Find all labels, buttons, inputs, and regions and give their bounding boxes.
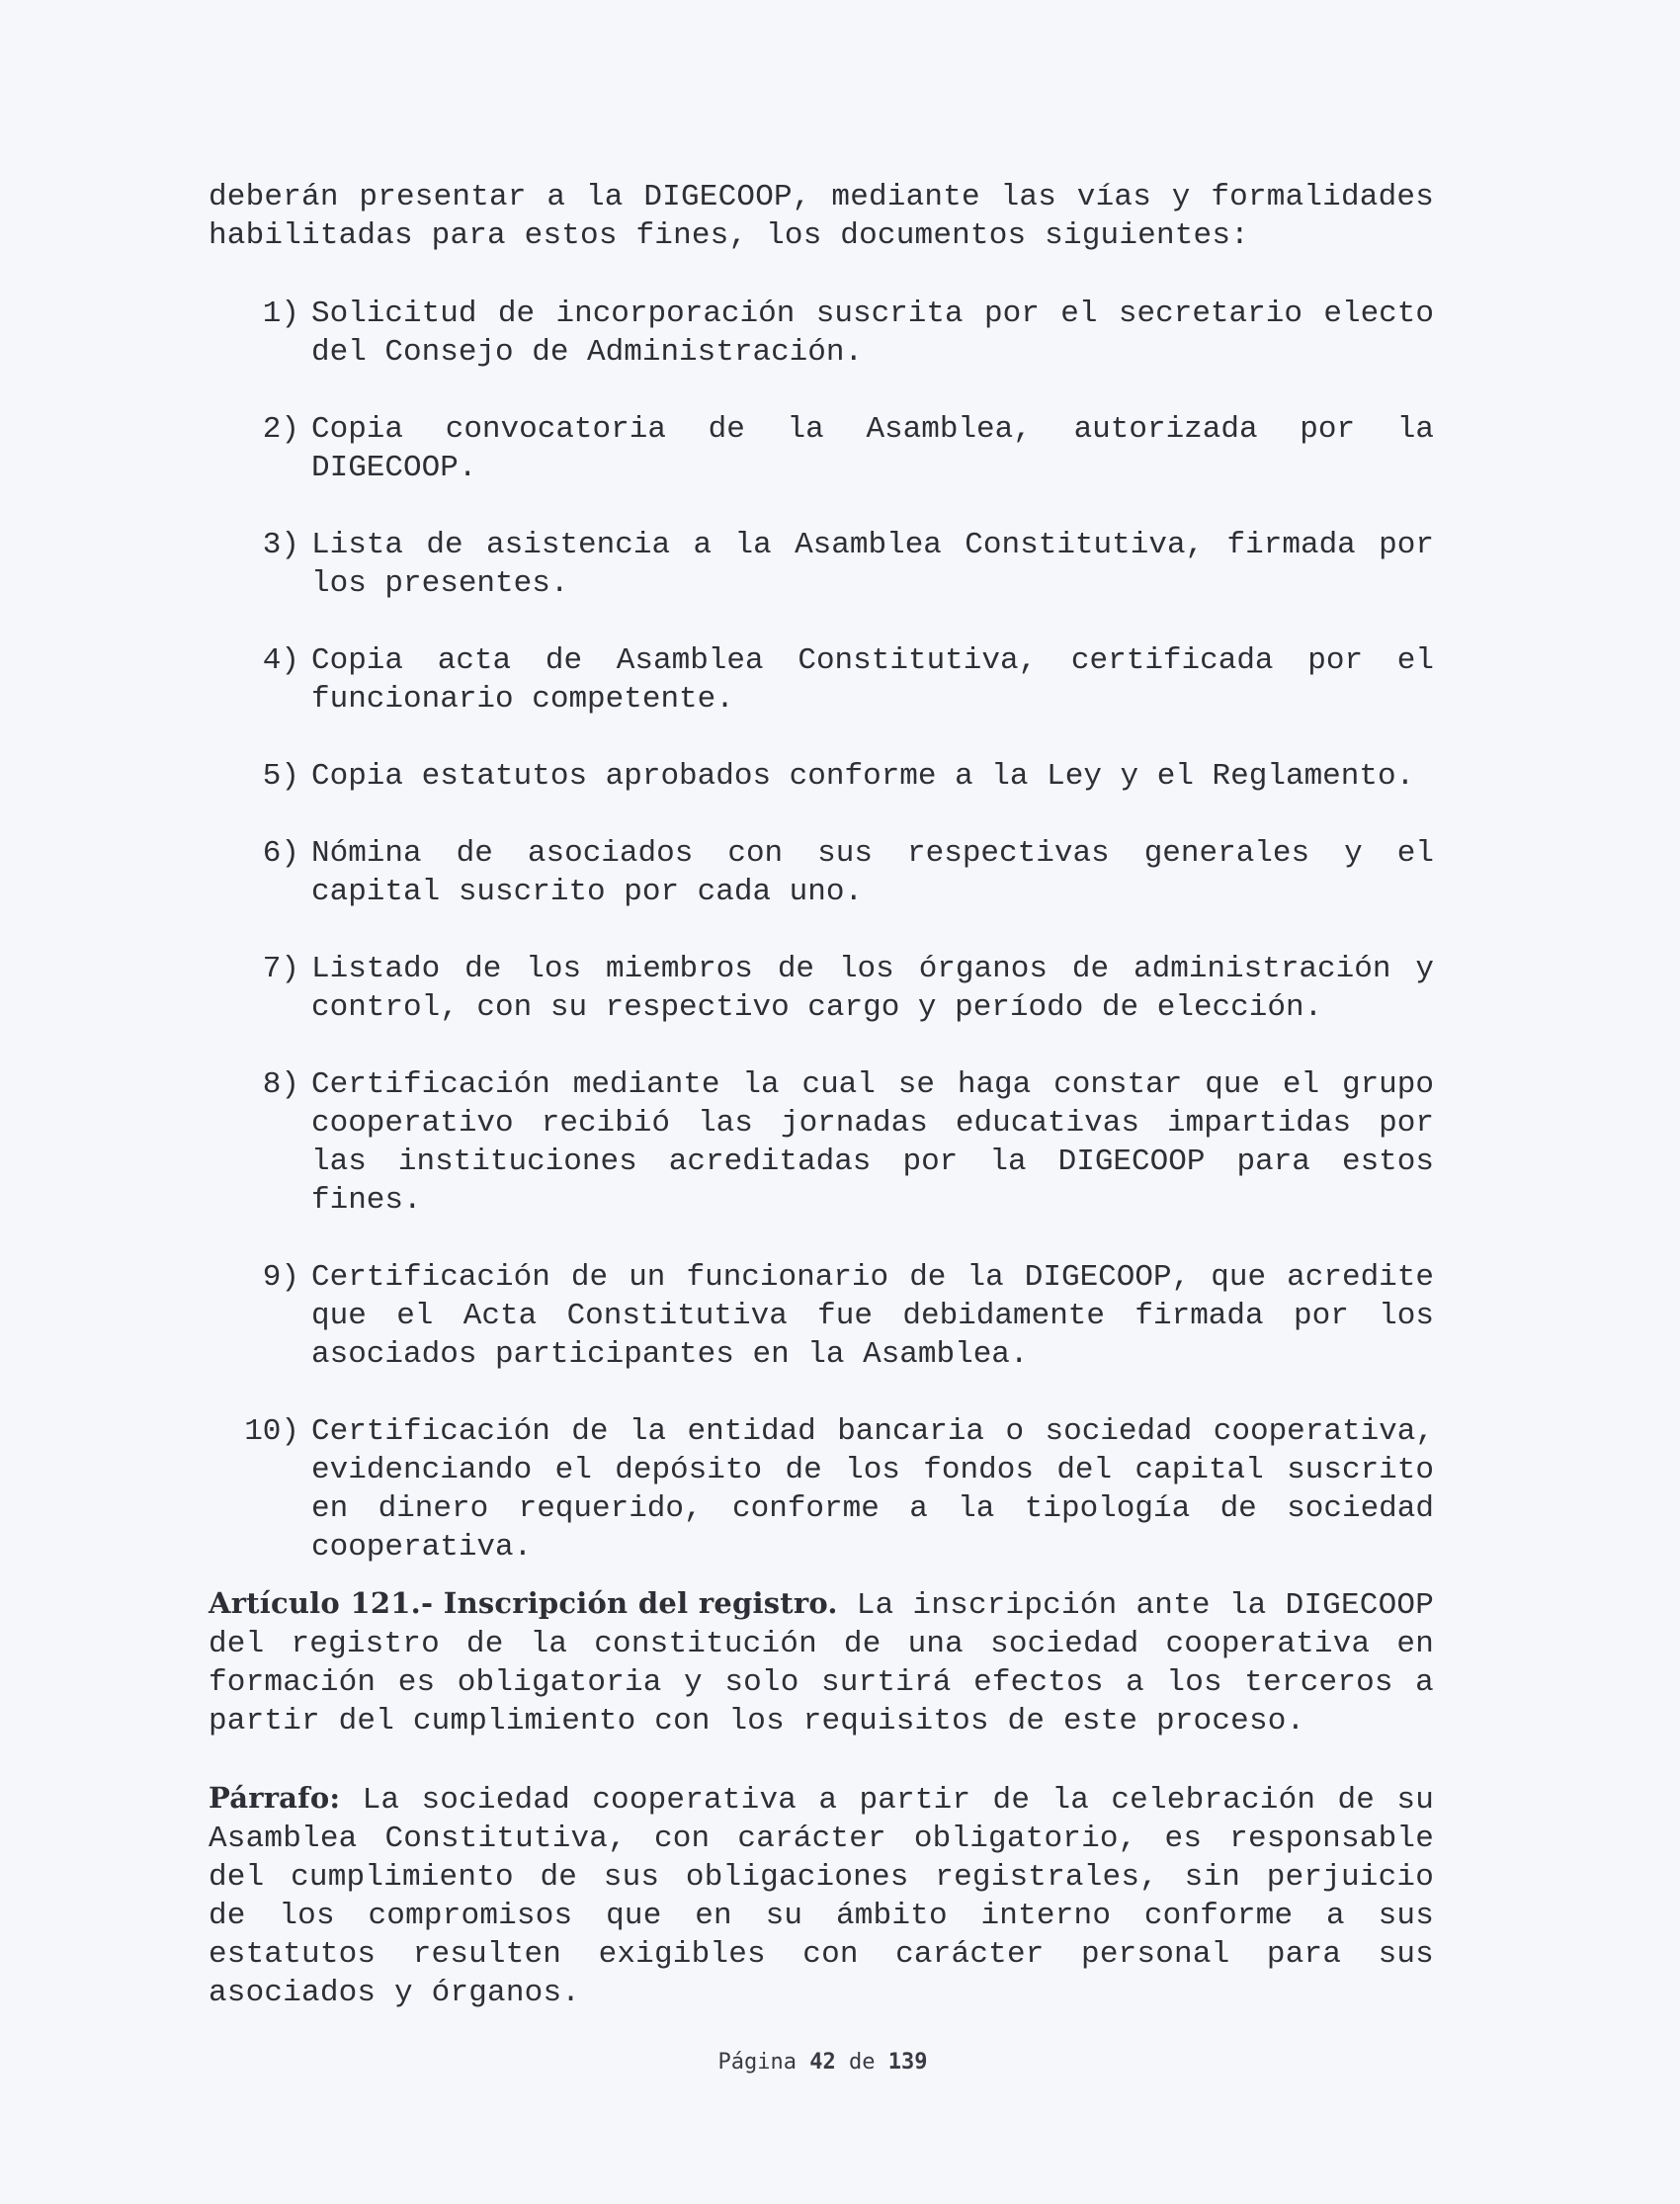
list-item-number: 1): [262, 297, 299, 331]
list-item-text: Nómina de asociados con sus respectivas generales y el capital suscrito por cada uno.: [311, 836, 1434, 909]
article-text: La inscripción ante la DIGECOOP del registro de la constitución de una sociedad cooperativa en formación es obligatoria y solo surtirá efectos a los terceros a partir del cumplimiento con los requisitos de este proceso.: [209, 1588, 1435, 1738]
list-item: [209, 950, 1434, 1027]
page-word: Página: [717, 2050, 797, 2075]
paragraph-heading: Párrafo:: [209, 1781, 341, 1815]
list-item: [209, 1258, 1434, 1374]
list-item-number: 4): [262, 643, 299, 678]
list-item: [209, 834, 1434, 911]
list-item-text: Copia acta de Asamblea Constitutiva, certificada por el funcionario competente.: [311, 643, 1434, 717]
total-pages: 139: [887, 2050, 928, 2075]
intro-paragraph: deberán presentar a la DIGECOOP, mediante las vías y formalidades habilitadas para estos fines, los documentos siguientes:: [209, 180, 1434, 253]
list-item-text: Certificación de la entidad bancaria o sociedad cooperativa, evidenciando el depósito de los fondos del capital suscrito en dinero requerido, conforme a la tipología de sociedad cooperativa.: [311, 1414, 1434, 1565]
paragraph-section: [209, 1779, 1434, 2012]
documents-list: [209, 295, 1434, 1567]
list-item: [209, 641, 1434, 719]
list-item-number: 5): [262, 759, 299, 794]
list-item: [209, 1412, 1434, 1567]
list-item-text: Copia convocatoria de la Asamblea, autorizada por la DIGECOOP.: [311, 412, 1434, 485]
list-item-number: 7): [262, 952, 299, 986]
article-heading: Artículo 121.- Inscripción del registro.: [209, 1586, 838, 1620]
list-item-text: Listado de los miembros de los órganos de administración y control, con su respectivo cargo y período de elección.: [311, 952, 1434, 1025]
list-item-text: Lista de asistencia a la Asamblea Constitutiva, firmada por los presentes.: [311, 528, 1434, 601]
document-page: [209, 178, 1434, 2012]
paragraph-text: La sociedad cooperativa a partir de la celebración de su Asamblea Constitutiva, con carácter obligatorio, es responsable del cumplimiento de sus obligaciones registrales, sin perjuicio de los compromisos que en su ámbito interno conforme a sus estatutos resulten exigibles con carácter personal para sus asociados y órganos.: [209, 1783, 1434, 2010]
list-item-number: 2): [262, 412, 299, 447]
list-item-text: Certificación mediante la cual se haga constar que el grupo cooperativo recibió las jornadas educativas impartidas por las instituciones acreditadas por la DIGECOOP para estos fines.: [311, 1067, 1434, 1218]
list-item: [209, 757, 1434, 796]
list-item-text: Solicitud de incorporación suscrita por el secretario electo del Consejo de Administración.: [311, 297, 1434, 370]
list-item: [209, 295, 1434, 372]
of-word: de: [848, 2050, 876, 2075]
article-121: [209, 1584, 1434, 1740]
list-item-number: 6): [262, 836, 299, 871]
page-footer: [0, 2050, 1645, 2075]
list-item: [209, 1065, 1434, 1220]
list-item-text: Copia estatutos aprobados conforme a la Ley y el Reglamento.: [311, 759, 1415, 794]
list-item-number: 9): [262, 1260, 299, 1295]
list-item: [209, 410, 1434, 487]
list-item-number: 8): [262, 1067, 299, 1102]
list-item-text: Certificación de un funcionario de la DIGECOOP, que acredite que el Acta Constitutiva fue debidamente firmada por los asociados participantes en la Asamblea.: [311, 1260, 1434, 1372]
list-item: [209, 526, 1434, 603]
list-item-number: 3): [262, 528, 299, 562]
page-number: 42: [809, 2050, 836, 2075]
list-item-number: 10): [244, 1414, 299, 1449]
